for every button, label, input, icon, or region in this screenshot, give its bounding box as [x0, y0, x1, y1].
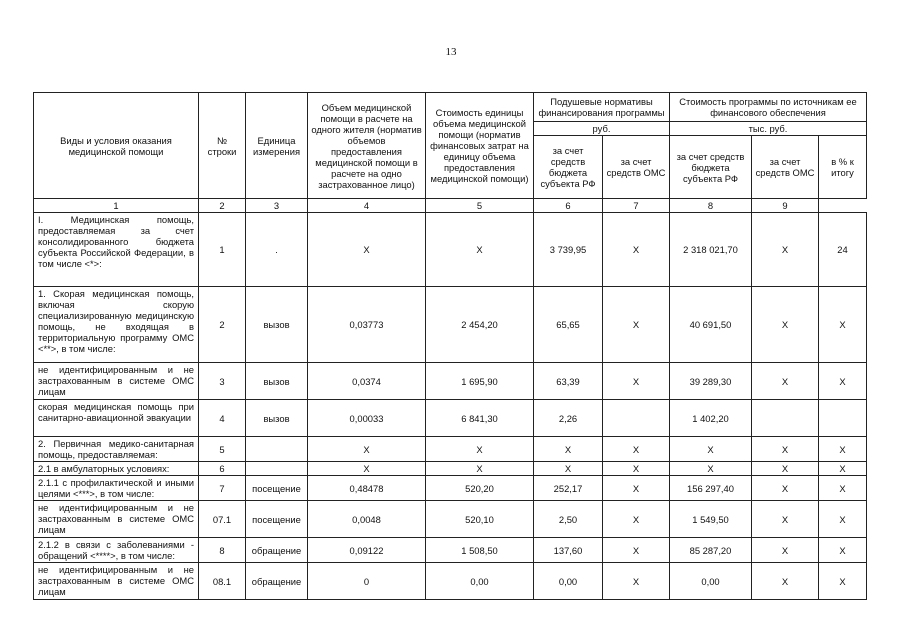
percent-cell: X — [819, 563, 867, 600]
row-number: 1 — [199, 213, 246, 287]
row-number: 07.1 — [199, 501, 246, 538]
cost-cell: 1 695,90 — [426, 363, 534, 400]
row-label: 2.1 в амбулаторных условиях: — [34, 462, 199, 476]
unit-cell: вызов — [246, 400, 308, 437]
program-budget-cell: X — [670, 437, 752, 462]
percent-cell: X — [819, 476, 867, 501]
unit-cell: посещение — [246, 476, 308, 501]
col-number: 9 — [752, 199, 819, 213]
program-oms-cell: X — [752, 437, 819, 462]
percent-cell: X — [819, 538, 867, 563]
header-per-capita-unit: руб. — [534, 122, 670, 136]
col-number: 7 — [603, 199, 670, 213]
per-capita-budget-cell: 63,39 — [534, 363, 603, 400]
volume-cell: X — [308, 213, 426, 287]
col-number: 6 — [534, 199, 603, 213]
row-number: 6 — [199, 462, 246, 476]
row-label: не идентифицированным и не застрахованным в системе ОМС лицам — [34, 363, 199, 400]
col-number: 2 — [199, 199, 246, 213]
row-number: 08.1 — [199, 563, 246, 600]
per-capita-oms-cell: X — [603, 563, 670, 600]
row-number: 3 — [199, 363, 246, 400]
header-program-oms: за счет средств ОМС — [752, 136, 819, 199]
per-capita-oms-cell: X — [603, 501, 670, 538]
percent-cell: X — [819, 437, 867, 462]
page-number: 13 — [445, 46, 457, 58]
header-per-capita: Подушевые нормативы финансирования программы — [534, 93, 670, 122]
table-row — [34, 462, 867, 476]
row-label: не идентифицированным и не застрахованным в системе ОМС лицам — [34, 563, 199, 600]
per-capita-oms-cell: X — [603, 287, 670, 363]
program-oms-cell: X — [752, 462, 819, 476]
table-row — [34, 437, 867, 462]
per-capita-oms-cell: X — [603, 437, 670, 462]
cost-cell: X — [426, 462, 534, 476]
header-program-cost-unit: тыс. руб. — [670, 122, 867, 136]
cost-cell: 520,10 — [426, 501, 534, 538]
cost-cell: X — [426, 213, 534, 287]
program-oms-cell: X — [752, 501, 819, 538]
row-label: I. Медицинская помощь, предоставляемая за счет консолидированного бюджета субъекта Российской Федерации, в том числе <*>: — [34, 213, 199, 287]
volume-cell: 0,48478 — [308, 476, 426, 501]
unit-cell: посещение — [246, 501, 308, 538]
row-number: 4 — [199, 400, 246, 437]
program-budget-cell: 40 691,50 — [670, 287, 752, 363]
cost-cell: 0,00 — [426, 563, 534, 600]
program-oms-cell: X — [752, 363, 819, 400]
program-budget-cell: 2 318 021,70 — [670, 213, 752, 287]
program-cost-table — [33, 92, 867, 600]
header-unit: Единица измерения — [246, 93, 308, 199]
program-budget-cell: 1 402,20 — [670, 400, 752, 437]
per-capita-budget-cell: X — [534, 462, 603, 476]
per-capita-oms-cell: X — [603, 476, 670, 501]
table-row — [34, 287, 867, 363]
cost-cell: X — [426, 437, 534, 462]
volume-cell: 0,0374 — [308, 363, 426, 400]
row-label: 2.1.1 с профилактической и иными целями <***>, в том числе: — [34, 476, 199, 501]
row-label: 2. Первичная медико-санитарная помощь, предоставляемая: — [34, 437, 199, 462]
per-capita-oms-cell: X — [603, 538, 670, 563]
table-row — [34, 476, 867, 501]
unit-cell: обращение — [246, 538, 308, 563]
percent-cell: X — [819, 501, 867, 538]
program-oms-cell: X — [752, 213, 819, 287]
per-capita-budget-cell: 65,65 — [534, 287, 603, 363]
unit-cell: вызов — [246, 363, 308, 400]
col-number: 8 — [670, 199, 752, 213]
header-volume: Объем медицинской помощи в расчете на одного жителя (норматив объемов предоставления медицинской помощи в расчете на одно застрахованное лицо) — [308, 93, 426, 199]
header-kind: Виды и условия оказания медицинской помощи — [34, 93, 199, 199]
per-capita-budget-cell: 2,26 — [534, 400, 603, 437]
header-program-cost: Стоимость программы по источникам ее финансового обеспечения — [670, 93, 867, 122]
header-percent: в % к итогу — [819, 136, 867, 199]
row-label: не идентифицированным и не застрахованным в системе ОМС лицам — [34, 501, 199, 538]
program-budget-cell: 39 289,30 — [670, 363, 752, 400]
percent-cell — [819, 400, 867, 437]
per-capita-oms-cell: X — [603, 213, 670, 287]
col-number: 3 — [246, 199, 308, 213]
row-label: 1. Скорая медицинская помощь, включая скорую специализированную медицинскую помощь, не входящая в территориальную программу ОМС <**>, в том числе: — [34, 287, 199, 363]
volume-cell: X — [308, 437, 426, 462]
table-row — [34, 213, 867, 287]
per-capita-budget-cell: X — [534, 437, 603, 462]
per-capita-budget-cell: 3 739,95 — [534, 213, 603, 287]
volume-cell: 0,03773 — [308, 287, 426, 363]
unit-cell: . — [246, 213, 308, 287]
row-label: 2.1.2 в связи с заболеваниями - обращений <****>, в том числе: — [34, 538, 199, 563]
col-number: 5 — [426, 199, 534, 213]
table-row — [34, 400, 867, 437]
program-budget-cell: 85 287,20 — [670, 538, 752, 563]
program-oms-cell: X — [752, 538, 819, 563]
table-row — [34, 538, 867, 563]
program-oms-cell: X — [752, 476, 819, 501]
volume-cell: 0 — [308, 563, 426, 600]
cost-cell: 2 454,20 — [426, 287, 534, 363]
per-capita-oms-cell — [603, 400, 670, 437]
percent-cell: X — [819, 462, 867, 476]
header-per-capita-budget: за счет средств бюджета субъекта РФ — [534, 136, 603, 199]
table-row — [34, 501, 867, 538]
per-capita-oms-cell: X — [603, 363, 670, 400]
unit-cell — [246, 462, 308, 476]
percent-cell: X — [819, 363, 867, 400]
program-budget-cell: 156 297,40 — [670, 476, 752, 501]
row-number: 8 — [199, 538, 246, 563]
header-row-number: № строки — [199, 93, 246, 199]
header-program-budget: за счет средств бюджета субъекта РФ — [670, 136, 752, 199]
unit-cell: обращение — [246, 563, 308, 600]
percent-cell: 24 — [819, 213, 867, 287]
volume-cell: 0,0048 — [308, 501, 426, 538]
row-label: скорая медицинская помощь при санитарно-авиационной эвакуации — [34, 400, 199, 437]
per-capita-budget-cell: 137,60 — [534, 538, 603, 563]
unit-cell: вызов — [246, 287, 308, 363]
program-oms-cell: X — [752, 287, 819, 363]
program-oms-cell: X — [752, 563, 819, 600]
volume-cell: 0,09122 — [308, 538, 426, 563]
percent-cell: X — [819, 287, 867, 363]
per-capita-budget-cell: 2,50 — [534, 501, 603, 538]
program-budget-cell: 1 549,50 — [670, 501, 752, 538]
table-row — [34, 563, 867, 600]
volume-cell: 0,00033 — [308, 400, 426, 437]
header-cost-per-unit: Стоимость единицы объема медицинской помощи (норматив финансовых затрат на единицу объема предоставления медицинской помощи) — [426, 93, 534, 199]
per-capita-budget-cell: 252,17 — [534, 476, 603, 501]
header-per-capita-oms: за счет средств ОМС — [603, 136, 670, 199]
cost-cell: 520,20 — [426, 476, 534, 501]
unit-cell — [246, 437, 308, 462]
row-number: 7 — [199, 476, 246, 501]
per-capita-oms-cell: X — [603, 462, 670, 476]
program-budget-cell: X — [670, 462, 752, 476]
row-number: 5 — [199, 437, 246, 462]
row-number: 2 — [199, 287, 246, 363]
cost-cell: 1 508,50 — [426, 538, 534, 563]
volume-cell: X — [308, 462, 426, 476]
program-oms-cell — [752, 400, 819, 437]
table-row — [34, 363, 867, 400]
col-number: 1 — [34, 199, 199, 213]
per-capita-budget-cell: 0,00 — [534, 563, 603, 600]
cost-cell: 6 841,30 — [426, 400, 534, 437]
col-number: 4 — [308, 199, 426, 213]
program-budget-cell: 0,00 — [670, 563, 752, 600]
